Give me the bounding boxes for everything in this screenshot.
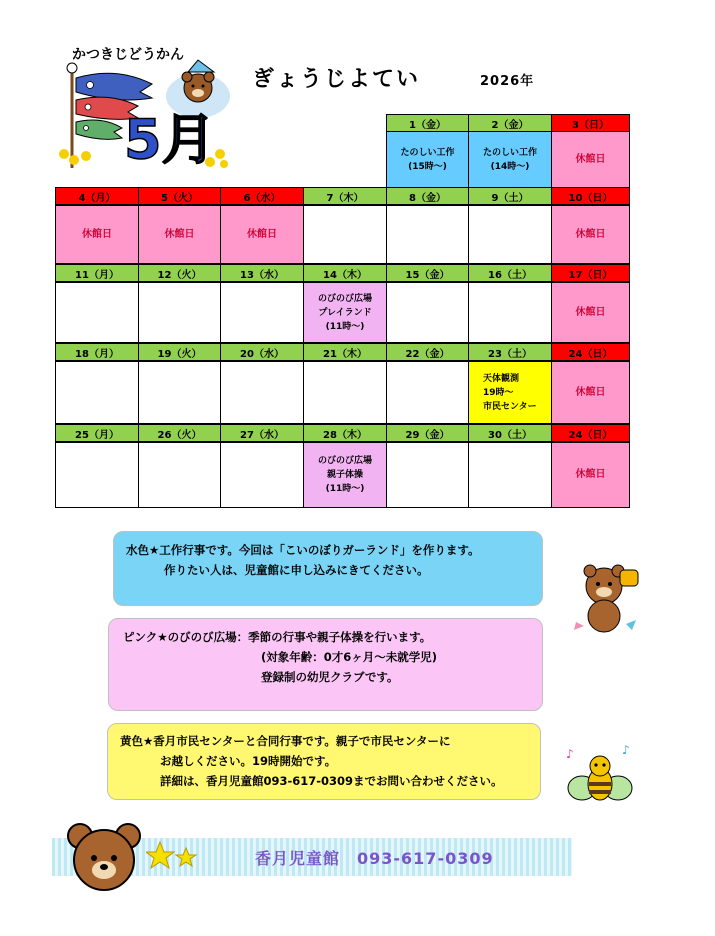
calendar-cell (220, 442, 304, 508)
calendar-cell (551, 205, 630, 264)
bear-icon (566, 560, 646, 640)
calendar-cell (468, 442, 552, 508)
day-header: 23（土） (468, 343, 552, 361)
day-header: 21（木） (303, 343, 387, 361)
calendar-cell (55, 282, 139, 343)
bee-icon (564, 744, 636, 808)
day-header: 28（木） (303, 424, 387, 442)
koinobori-bear-icon (56, 58, 234, 178)
day-header: 17（日） (551, 264, 630, 282)
calendar-cell (220, 282, 304, 343)
event-text: (11時～) (325, 484, 365, 494)
org-name: かつきじどうかん (72, 47, 184, 63)
day-header: 6（水） (220, 187, 304, 205)
calendar-cell (386, 131, 469, 188)
day-header: 1（金） (386, 114, 469, 132)
event-text: (11時～) (325, 321, 365, 332)
closed-label: 休館日 (164, 228, 195, 240)
event-text: プレイランド (318, 307, 372, 318)
event-text: 親子体操 (326, 470, 363, 480)
day-header: 29（金） (386, 424, 469, 442)
day-header: 8（金） (386, 187, 469, 205)
svg-text:♪: ♪ (566, 747, 574, 761)
calendar-cell (220, 205, 304, 264)
calendar-cell (468, 282, 552, 343)
closed-label: 休館日 (575, 469, 606, 480)
day-header: 4（月） (55, 187, 139, 205)
note-text: 登録制の幼児クラブです。 (261, 670, 399, 684)
day-header: 5（火） (138, 187, 221, 205)
day-header: 3（日） (551, 114, 630, 132)
event-text: 市民センター (483, 401, 537, 412)
event-text: たのしい工作 (482, 147, 537, 158)
month-label: 5月 (124, 108, 216, 171)
calendar-cell (551, 442, 630, 508)
day-header: 14（木） (303, 264, 387, 282)
year-label: 2026年 (480, 74, 535, 89)
calendar-cell (303, 442, 387, 508)
event-text: たのしい工作 (400, 147, 455, 158)
star-icon (146, 840, 198, 874)
event-text: 19時～ (483, 387, 514, 398)
footer-contact: 香月児童館 093-617-0309 (255, 849, 494, 868)
day-header: 10（日） (551, 187, 630, 205)
closed-label: 休館日 (575, 228, 606, 240)
day-header: 22（金） (386, 343, 469, 361)
event-text: (15時～) (408, 161, 447, 172)
calendar-cell (138, 361, 221, 424)
day-header: 26（火） (138, 424, 221, 442)
event-text: のびのび広場 (317, 456, 372, 466)
closed-label: 休館日 (247, 228, 277, 240)
calendar-cell (55, 442, 139, 508)
day-header: 16（土） (468, 264, 552, 282)
day-header: 20（水） (220, 343, 304, 361)
note-text: 水色★工作行事です。今回は「こいのぼりガーランド」を作ります。 (126, 543, 480, 557)
calendar-cell (551, 361, 630, 424)
event-text: 天体観測 (483, 373, 520, 384)
closed-label: 休館日 (575, 306, 606, 318)
day-header: 19（火） (138, 343, 221, 361)
calendar-cell (468, 131, 552, 188)
calendar-cell (551, 282, 630, 343)
calendar-cell (386, 282, 469, 343)
bear-face-icon (64, 820, 148, 894)
note-blue (113, 531, 543, 606)
note-text: 作りたい人は、児童館に申し込みにきてください。 (164, 563, 429, 577)
calendar-cell (468, 361, 552, 424)
note-text: 黄色★香月市民センターと合同行事です。親子で市民センターに (120, 734, 451, 748)
calendar-cell (468, 205, 552, 264)
day-header: 24（日） (551, 424, 630, 442)
calendar-cell (386, 205, 469, 264)
calendar-cell (220, 361, 304, 424)
note-pink (108, 618, 543, 711)
event-text: (14時～) (490, 161, 530, 172)
day-header: 15（金） (386, 264, 469, 282)
day-header: 18（月） (55, 343, 139, 361)
calendar-cell (138, 442, 221, 508)
note-text: ピンク★のびのび広場：季節の行事や親子体操を行います。 (123, 630, 432, 644)
calendar-cell (386, 442, 469, 508)
note-text: 詳細は、香月児童館093-617-0309までお問い合わせください。 (160, 774, 503, 788)
calendar-cell (138, 282, 221, 343)
calendar-cell (138, 205, 221, 264)
closed-label: 休館日 (575, 386, 606, 398)
day-header: 27（水） (220, 424, 304, 442)
calendar-cell (55, 361, 139, 424)
day-header: 11（月） (55, 264, 139, 282)
note-text: (対象年齢：0才6ヶ月～未就学児) (261, 650, 438, 664)
note-yellow (107, 723, 541, 800)
day-header: 13（水） (220, 264, 304, 282)
calendar-cell (551, 131, 630, 188)
day-header: 12（火） (138, 264, 221, 282)
closed-label: 休館日 (575, 153, 606, 165)
day-header: 30（土） (468, 424, 552, 442)
calendar-cell (303, 361, 387, 424)
day-header: 24（日） (551, 343, 630, 361)
closed-label: 休館日 (82, 228, 112, 240)
calendar-cell (55, 205, 139, 264)
calendar-cell (303, 205, 387, 264)
svg-text:♪: ♪ (622, 744, 630, 757)
event-text: のびのび広場 (317, 293, 372, 304)
page-title: ぎょうじよてい (252, 67, 421, 92)
day-header: 25（月） (55, 424, 139, 442)
calendar-cell (386, 361, 469, 424)
note-text: お越しください。19時開始です。 (160, 754, 337, 768)
calendar-cell (303, 282, 387, 343)
day-header: 2（金） (468, 114, 552, 132)
day-header: 9（土） (468, 187, 552, 205)
day-header: 7（木） (303, 187, 387, 205)
